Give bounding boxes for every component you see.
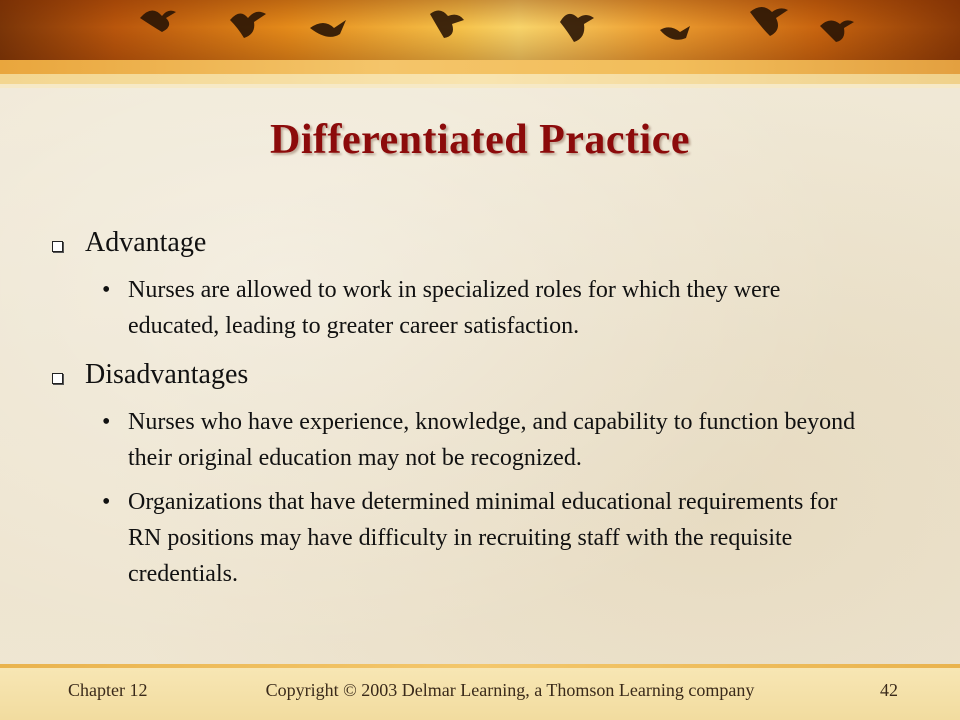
banner-stripe-pale: [0, 84, 960, 88]
section-heading-label: Advantage: [85, 227, 207, 258]
checkbox-square-icon: [52, 241, 63, 252]
bullet-dot-icon: •: [102, 277, 111, 303]
section-heading-label: Disadvantages: [85, 359, 249, 390]
banner-stripe-orange: [0, 60, 960, 74]
bullet-dot-icon: •: [102, 489, 111, 515]
bullet-item: [52, 272, 868, 344]
footer-copyright: Copyright © 2003 Delmar Learning, a Thomson Learning company: [265, 680, 755, 700]
section-heading-disadvantages: [52, 358, 912, 392]
sunset-banner: [0, 0, 960, 60]
geese-silhouette-icon: [0, 0, 960, 60]
slide-content: [52, 226, 912, 600]
bullet-text: Organizations that have determined minimal educational requirements for RN positions may have difficulty in recruiting staff with the requisite credentials.: [128, 489, 838, 587]
banner-stripe-light: [0, 74, 960, 84]
bullet-item: [52, 404, 868, 476]
slide-title: Differentiated Practice: [269, 117, 690, 163]
bullet-text: Nurses are allowed to work in specialized roles for which they were educated, leading to greater career satisfaction.: [128, 277, 781, 339]
checkbox-square-icon: [52, 373, 63, 384]
bullet-text: Nurses who have experience, knowledge, and capability to function beyond their original education may not be recognized.: [128, 409, 856, 471]
section-heading-advantage: [52, 226, 912, 260]
footer-page-number: 42: [880, 680, 898, 700]
bullet-item: [52, 484, 868, 592]
footer-chapter: Chapter 12: [68, 680, 148, 700]
bullet-dot-icon: •: [102, 409, 111, 435]
